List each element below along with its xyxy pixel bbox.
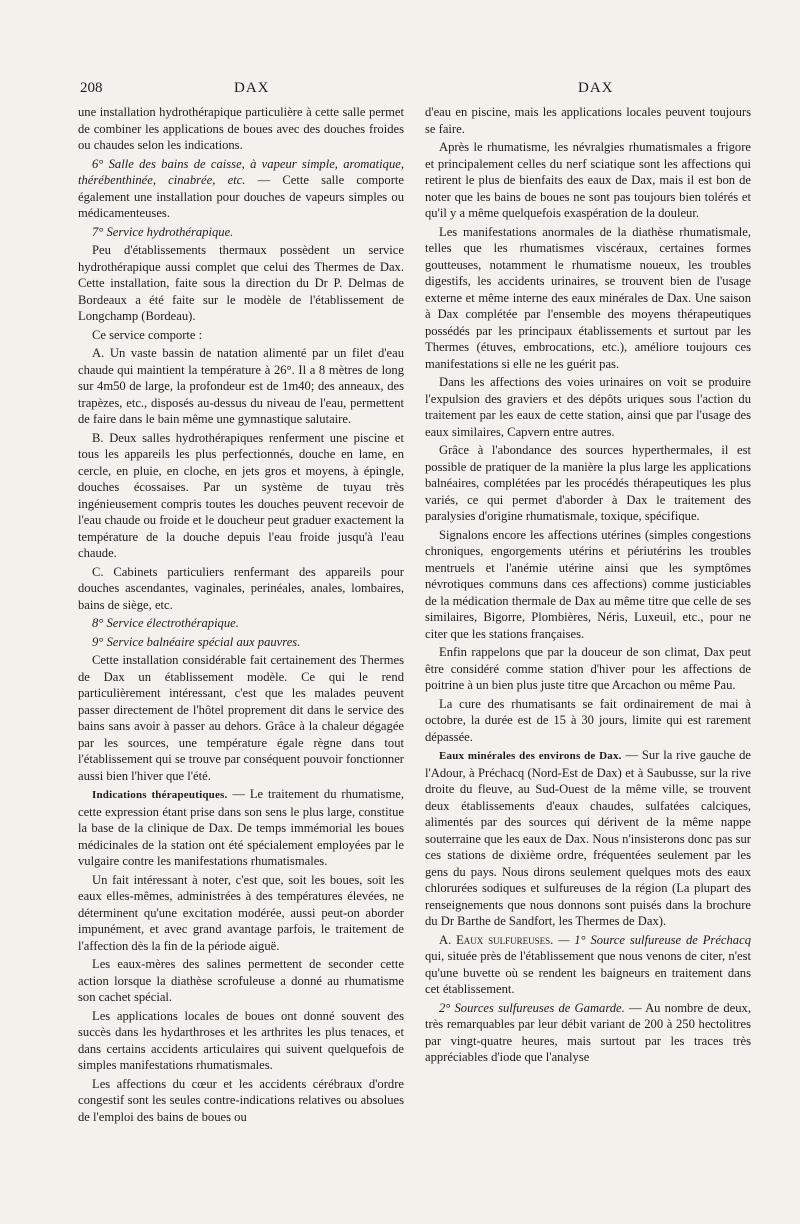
paragraph: d'eau en piscine, mais les applications locales peuvent toujours se faire.	[425, 105, 751, 136]
paragraph	[425, 747, 751, 930]
section-heading: 9° Service balnéaire spécial aux pauvres.	[92, 634, 301, 649]
paragraph: La cure des rhumatisants se fait ordinairement de mai à octobre, la durée est de 15 à 30 jours, limite qui est rarement dépassée.	[425, 696, 751, 744]
paragraph: Les affections du cœur et les accidents cérébraux d'ordre congestif sont les seules contre-indications relatives ou absolues de l'emploi des bains de boues ou	[78, 1076, 404, 1124]
paragraph-text: — Le traitement du rhumatisme, cette expression étant prise dans son sens le plus large, constitue la base de la clinique de Dax. De temps immémorial les boues médicinales de la station ont été spécialement employées par le vulgaire contre les manifestations rhumatismales.	[78, 787, 404, 868]
paragraph: Dans les affections des voies urinaires on voit se produire l'expulsion des graviers et des dépôts uriques sous l'action du traitement par les eaux de cette station, ainsi que par l'usage des eaux similaires, Capvern entre autres.	[425, 375, 751, 439]
running-header	[0, 80, 800, 106]
right-running-head: DAX	[578, 80, 614, 96]
paragraph	[78, 615, 404, 632]
paragraph: Les manifestations anormales de la diathèse rhumatismale, telles que les rhumatismes viscéraux, certaines formes goutteuses, notamment le rhumatisme noueux, les troubles digestifs, les accidents urinaires, se trouvent bien de l'usage externe et même interne des eaux minérales de Dax. Une saison à Dax complétée par l'ensemble des moyens thérapeutiques possédés par les principaux établissements et surtout par les Thermes (étuves, embrocations, etc.), améliore toujours ces manifestations si elle ne les guérit pas.	[425, 224, 751, 371]
paragraph: B. Deux salles hydrothérapiques renferment une piscine et tous les appareils les plus perfectionnés, douche en lame, en cercle, en pluie, en cloche, en jets gros et moyens, à épingle, douches écossaises. Par un système de tuyau très ingénieusement compris toutes les douches peuvent recevoir de l'eau chaude ou froide et le doucheur peut graduer exactement la température de la douche depuis l'eau froide jusqu'à l'eau chaude.	[78, 430, 404, 560]
paragraph: Après le rhumatisme, les névralgies rhumatismales a frigore et principalement celles du nerf sciatique sont les affections qui retirent le plus de bienfaits des eaux de Dax, mais il est bon de noter que les bains de boues ne sont pas toujours bien tolérés et qu'il y a même quelquefois exaspération de la douleur.	[425, 140, 751, 220]
paragraph	[425, 932, 751, 998]
paragraph-text: — Au nombre de deux, très remarquables par leur débit variant de 200 à 250 hectolitres par vingt-quatre heures, mais surtout par les traces très appréciables d'iode que l'analyse	[425, 1000, 751, 1064]
section-heading: — 1° Source sulfureuse de Préchacq	[553, 932, 751, 947]
section-heading: 6° Salle des bains de caisse, à vapeur simple, aromatique, thérébenthinée, cinabrée, etc.	[78, 156, 404, 187]
paragraph: A. Un vaste bassin de natation alimenté par un filet d'eau chaude qui maintient la température à 26°. Il a 8 mètres de long sur 4m50 de large, la profondeur est de 1m40; des anneaux, des trapèzes, etc., disposés au-dessus du niveau de l'eau, permettent de faire dans le bain même une gymnastique salutaire.	[78, 346, 404, 426]
section-heading: 8° Service électrothérapique.	[92, 616, 239, 630]
bold-heading: Indications thérapeutiques.	[92, 789, 228, 801]
section-heading: 2° Sources sulfureuses de Gamarde.	[439, 1000, 625, 1015]
paragraph: une installation hydrothérapique particulière à cette salle permet de combiner les applications de boues avec des douches froides ou chaudes selon les indications.	[78, 105, 404, 152]
paragraph	[78, 156, 404, 222]
paragraph: C. Cabinets particuliers renfermant des appareils pour douches ascendantes, vaginales, perinéales, anales, lombaires, bains de siège, etc.	[78, 564, 404, 612]
paragraph-text: qui, située près de l'établissement que nous venons de citer, n'est qu'une buvette où se rendent les baigneurs en traitement dans cet établissement.	[425, 949, 751, 996]
right-column	[425, 104, 751, 1066]
paragraph-text: — Sur la rive gauche de l'Adour, à Préchacq (Nord-Est de Dax) et à Saubusse, sur la rive droite du fleuve, au Sud-Ouest de la même ville, se trouvent deux établissements d'eaux chaudes, sulfatées calciques, alimentés par des sources qui dérivent de la même nappe souterraine que les eaux de Dax. Nous n'insisterons donc pas sur ces stations de dixième ordre, fréquentées seulement par les gens du pays. Nous dirons seulement quelques mots des eaux chlorurées sodiques et sulfureuses de la région (La plupart des renseignements que nous donnons sont puisés dans la brochure du Dr Barthe de Sandfort, les Thermes de Dax).	[425, 748, 751, 928]
paragraph: Peu d'établissements thermaux possèdent un service hydrothérapique aussi complet que celui des Thermes de Dax. Cette installation, faite sous la direction du Dr P. Delmas de Bordeaux a été faite sur le modèle de l'établissement de Longchamp (Bordeau).	[78, 243, 404, 323]
bold-heading: Eaux minérales des environs de Dax.	[439, 750, 622, 762]
paragraph	[78, 634, 404, 651]
left-column	[78, 104, 404, 1125]
paragraph	[78, 786, 404, 870]
paragraph: Les applications locales de boues ont donné souvent des succès dans les hydarthroses et les arthrites les plus tenaces, et dans certains accidents articulaires qui suivent quelquefois de simples manifestations rhumatismales.	[78, 1008, 404, 1072]
paragraph-text: — Cette salle comporte également une installation pour douches de vapeurs simples ou médicamenteuses.	[78, 173, 404, 220]
section-heading: 7° Service hydrothérapique.	[92, 224, 234, 239]
paragraph: Un fait intéressant à noter, c'est que, soit les boues, soit les eaux elles-mêmes, administrées à des températures élevées, ne déterminent qu'une excitation modérée, aussi peut-on aborder impunément, et avec grand avantage parfois, le traitement de l'affection dès la fin de la période aiguë.	[78, 872, 404, 953]
paragraph: Signalons encore les affections utérines (simples congestions chroniques, engorgements utérins et périutérins les troubles mentruels et l'anémie utérine ainsi que les symptômes névrotiques communs dans ces affections) comme justiciables de la médication thermale de Dax au même titre que celle de ses similaires, Bigorre, Plombières, Néris, Luxeuil, etc., pour ne citer que les stations françaises.	[425, 527, 751, 641]
paragraph: Cette installation considérable fait certainement des Thermes de Dax un établissement modèle. Ce qui le rend particulièrement intéressant, c'est que les malades peuvent passer directement de l'hôtel proprement dit dans le service des bains sans avoir à passer au dehors. Grâce à la chaleur dégagée par les sources, une température égale règne dans tout l'établissement qui se trouve par conséquent pouvoir fonctionner aussi bien l'hiver que l'été.	[78, 653, 404, 783]
left-running-head: DAX	[234, 80, 270, 96]
subsection-label: A. Eaux sulfureuses.	[439, 932, 554, 947]
paragraph	[425, 1000, 751, 1066]
paragraph: Ce service comporte :	[92, 327, 203, 342]
paragraph	[78, 224, 404, 241]
paragraph: Enfin rappelons que par la douceur de son climat, Dax peut être considéré comme station d'hiver pour les affections de poitrine à un bien plus juste titre que Arcachon ou même Pau.	[425, 645, 751, 692]
paragraph: Les eaux-mères des salines permettent de seconder cette action lorsque la diathèse scrofuleuse a donné au rhumatisme son cachet spécial.	[78, 957, 404, 1004]
page-number: 208	[80, 80, 103, 96]
paragraph: Grâce à l'abondance des sources hyperthermales, il est possible de pratiquer de la manière la plus large les applications balnéaires, complétées par les procédés thérapeutiques les plus variés, ce qui permet d'aborder à Dax le traitement des paralysies d'origine rhumatismale, toxique, spécifique.	[425, 443, 751, 523]
